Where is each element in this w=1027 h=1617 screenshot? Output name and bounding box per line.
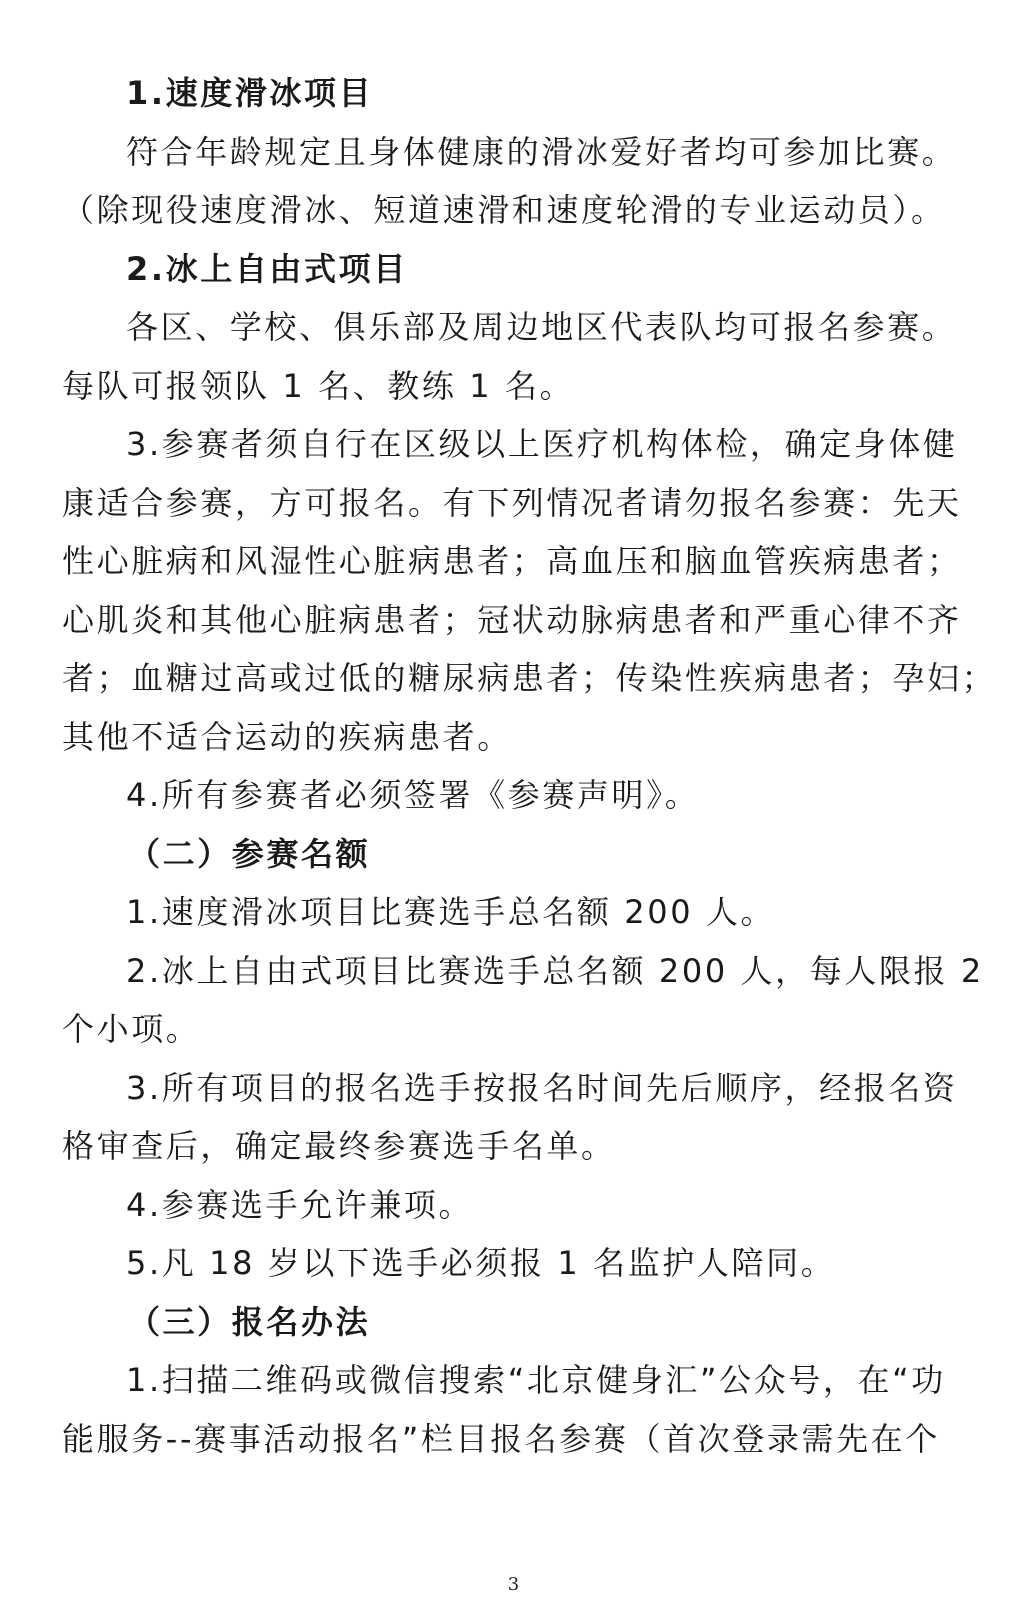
paragraph-line: 1.扫描二维码或微信搜索“北京健身汇”公众号，在“功 — [126, 1361, 946, 1399]
paragraph-line: 每队可报领队 1 名、教练 1 名。 — [62, 366, 575, 405]
paragraph-line: （除现役速度滑冰、短道速滑和速度轮滑的专业运动员）。 — [62, 191, 946, 229]
section-heading-freestyle: 2.冰上自由式项目 — [126, 249, 408, 288]
document-body — [62, 64, 997, 1468]
paragraph-line: 2.冰上自由式项目比赛选手总名额 200 人，每人限报 2 — [126, 951, 984, 990]
paragraph-line: 4.参赛选手允许兼项。 — [126, 1185, 474, 1224]
paragraph-line: 能服务--赛事活动报名”栏目报名参赛（首次登录需先在个 — [62, 1419, 940, 1458]
paragraph-line: 者；血糖过高或过低的糖尿病患者；传染性疾病患者；孕妇； — [62, 659, 997, 697]
section-heading-speed-skating: 1.速度滑冰项目 — [126, 74, 374, 112]
paragraph-line: 心肌炎和其他心脏病患者；冠状动脉病患者和严重心律不齐 — [62, 600, 962, 639]
paragraph-line: 4.所有参赛者必须签署《参赛声明》。 — [126, 776, 700, 814]
paragraph-line: 1.速度滑冰项目比赛选手总名额 200 人。 — [126, 893, 776, 931]
paragraph-line: 5.凡 18 岁以下选手必须报 1 名监护人陪同。 — [126, 1244, 836, 1282]
section-heading-quota: （二）参赛名额 — [128, 834, 371, 873]
page-number: 3 — [507, 1574, 520, 1595]
paragraph-line: 康适合参赛，方可报名。有下列情况者请勿报名参赛：先天 — [62, 483, 962, 522]
paragraph-line: 性心脏病和风湿性心脏病患者；高血压和脑血管疾病患者； — [62, 542, 962, 580]
paragraph-line: 其他不适合运动的疾病患者。 — [62, 717, 512, 756]
paragraph-line: 个小项。 — [62, 1010, 201, 1048]
paragraph-line: 3.所有项目的报名选手按报名时间先后顺序，经报名资 — [126, 1068, 958, 1107]
paragraph-line: 格审查后，确定最终参赛选手名单。 — [62, 1127, 616, 1165]
section-heading-registration: （三）报名办法 — [128, 1302, 371, 1341]
paragraph-line: 符合年龄规定且身体健康的滑冰爱好者均可参加比赛。 — [126, 132, 957, 171]
paragraph-line: 各区、学校、俱乐部及周边地区代表队均可报名参赛。 — [126, 308, 957, 346]
paragraph-line: 3.参赛者须自行在区级以上医疗机构体检，确定身体健 — [126, 425, 958, 463]
